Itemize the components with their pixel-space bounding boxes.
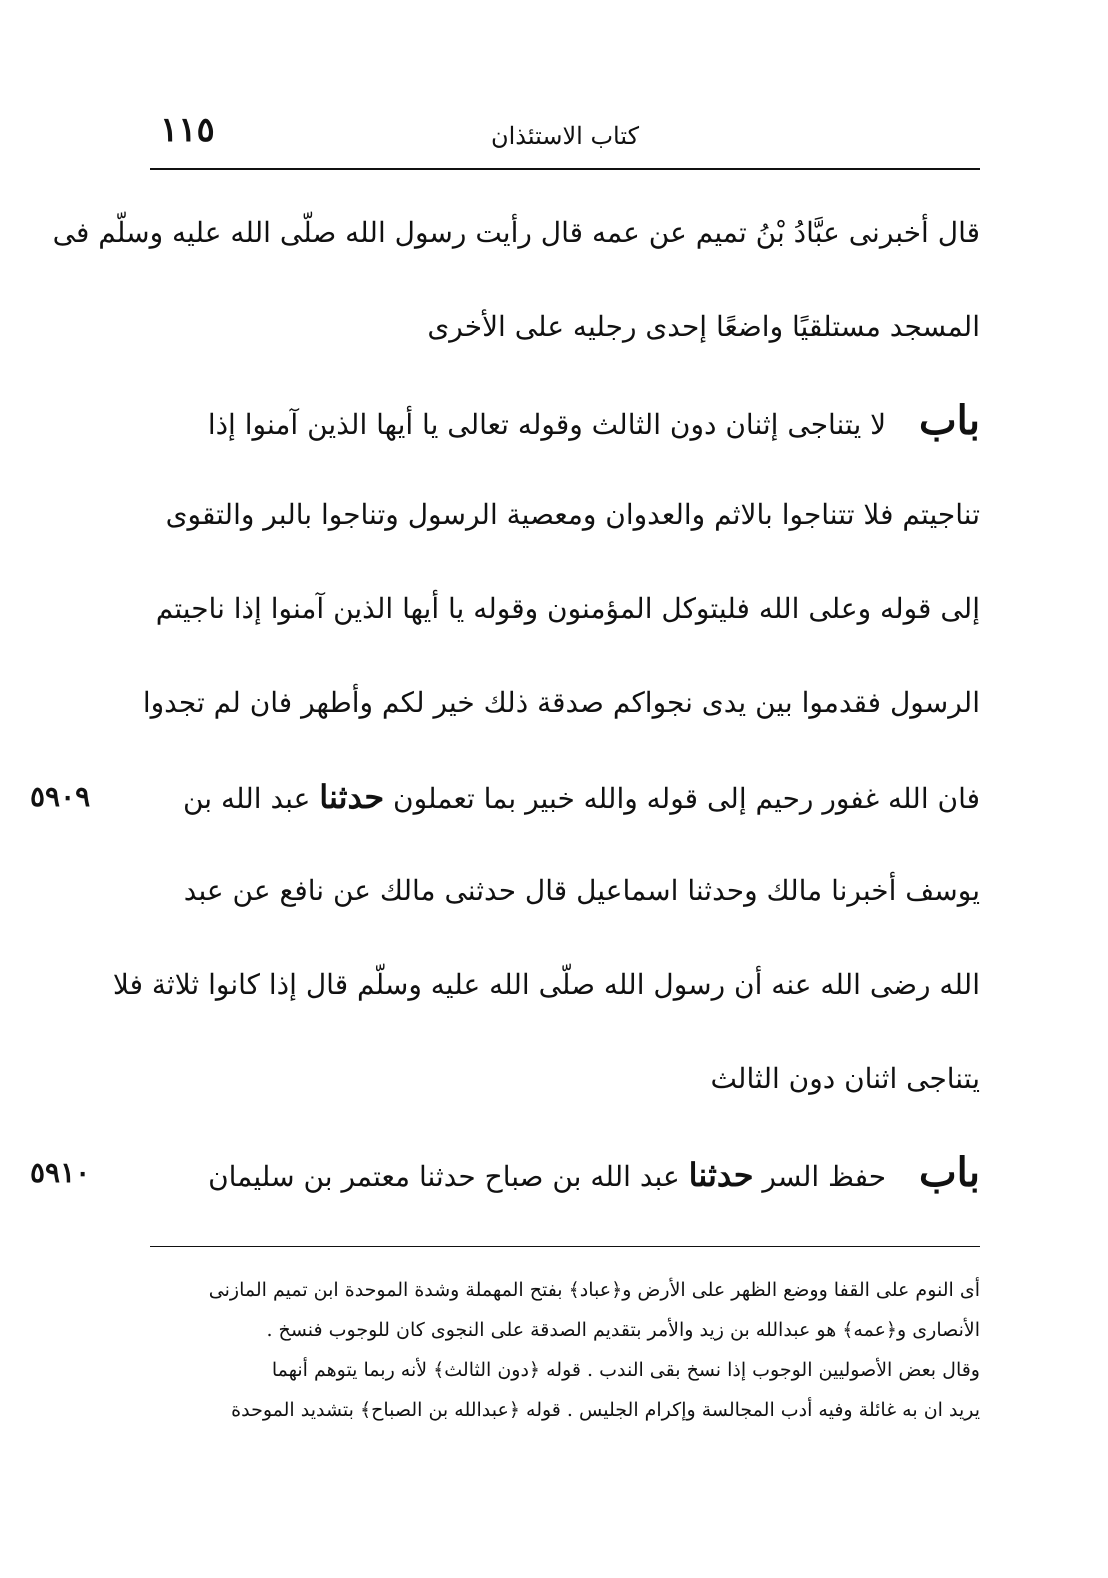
page-number: ١١٥ (160, 110, 215, 150)
chapter-heading: باب (919, 1149, 980, 1196)
text-line: تناجيتم فلا تتناجوا بالاثم والعدوان ومعصية الرسول وتناجوا بالبر والتقوى (165, 498, 980, 531)
text-line: إلى قوله وعلى الله فليتوكل المؤمنون وقوله يا أيها الذين آمنوا إذا ناجيتم (155, 592, 980, 625)
chapter-text: لا يتناجى إثنان دون الثالث وقوله تعالى يا أيها الذين آمنوا إذا (207, 408, 887, 441)
footnotes (150, 1270, 980, 1430)
chapter-text: حفظ السر (762, 1160, 887, 1193)
chapter-line (150, 374, 980, 468)
footnote-line: الأنصارى و﴿عمه﴾ هو عبدالله بن زيد والأمر بتقديم الصدقة على النجوى كان للوجوب فنسخ . (266, 1319, 980, 1341)
text-line: قال أخبرنى عبَّادُ بْنُ تميم عن عمه قال رأيت رسول الله صلّى الله عليه وسلّم فى (52, 216, 980, 249)
footnote-line: أى النوم على القفا ووضع الظهر على الأرض و﴿عباد﴾ بفتح المهملة وشدة الموحدة ابن تميم المازنى (208, 1279, 980, 1301)
text-segment: عبد الله بن صباح حدثنا معتمر بن سليمان (208, 1160, 680, 1193)
chapter-line (150, 1126, 980, 1220)
haddathana-label: حدثنا (688, 1156, 754, 1194)
text-line: الرسول فقدموا بين يدى نجواكم صدقة ذلك خير لكم وأطهر فان لم تجدوا (142, 686, 980, 719)
haddathana-label: حدثنا (319, 778, 385, 816)
text-line: يتناجى اثنان دون الثالث (710, 1062, 980, 1095)
footnote-rule (150, 1246, 980, 1247)
chapter-heading: باب (919, 397, 980, 444)
hadith-line (150, 750, 980, 844)
footnote-line: يريد ان به غائلة وفيه أدب المجالسة وإكرام الجليس . قوله ﴿عبدالله بن الصباح﴾ بتشديد الموحدة (231, 1399, 980, 1421)
book-title: كتاب الاستئذان (490, 122, 640, 150)
header-rule (150, 168, 980, 170)
footnote-line: وقال بعض الأصوليين الوجوب إذا نسخ بقى الندب . قوله ﴿دون الثالث﴾ لأنه ربما يتوهم أنهما (271, 1359, 980, 1381)
page-header (150, 108, 980, 158)
text-line: يوسف أخبرنا مالك وحدثنا اسماعيل قال حدثنى مالك عن نافع عن عبد (183, 874, 980, 907)
hadith-number: ٥٩١٠ (30, 1156, 91, 1189)
text-segment: فان الله غفور رحيم إلى قوله والله خبير بما تعملون (393, 782, 980, 815)
text-segment: عبد الله بن (182, 782, 311, 815)
text-line: الله رضى الله عنه أن رسول الله صلّى الله عليه وسلّم قال إذا كانوا ثلاثة فلا (112, 968, 980, 1001)
hadith-number: ٥٩٠٩ (30, 780, 91, 813)
text-line: المسجد مستلقيًا واضعًا إحدى رجليه على الأخرى (427, 310, 980, 343)
